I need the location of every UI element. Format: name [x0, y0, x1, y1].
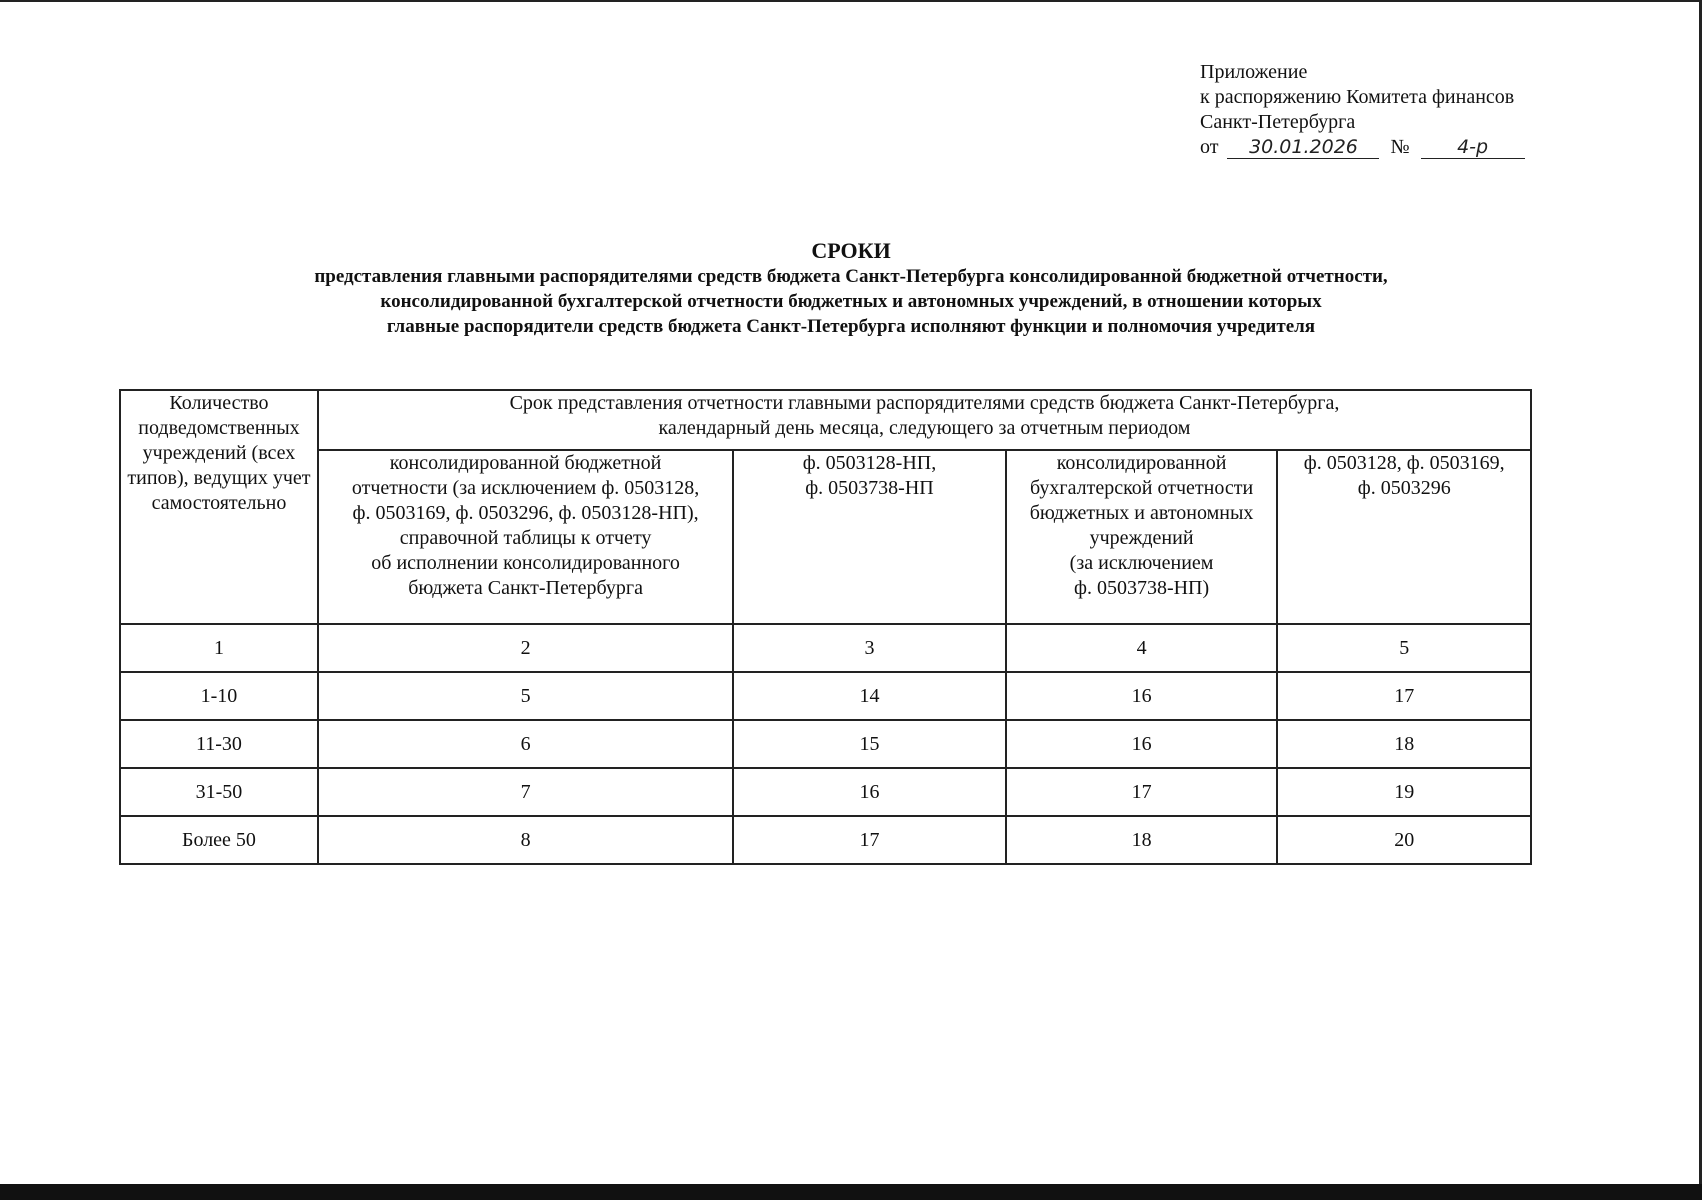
subheader-label: ф. 0503128, ф. 0503169, ф. 0503296: [1303, 452, 1505, 499]
subheader-cell: [318, 450, 733, 624]
table-cell: 17: [1277, 672, 1531, 720]
table-cell: 7: [318, 768, 733, 816]
column-number-row: [120, 624, 1531, 672]
subtitle-line: главные распорядители средств бюджета Санкт-Петербурга исполняют функции и полномочия учредителя: [386, 316, 1316, 337]
appendix-date-line: [1200, 135, 1525, 160]
table-cell: 5: [318, 672, 733, 720]
subheader-label: ф. 0503128-НП, ф. 0503738-НП: [802, 452, 937, 499]
header-count-label: Количество подведомственных учреждений (всех типов), ведущих учет самостоятельно: [127, 392, 311, 514]
appendix-label: Приложение: [1200, 61, 1308, 83]
header-term-cell: [318, 390, 1531, 450]
scan-bottom-edge: [0, 1184, 1702, 1200]
subheader-label: консолидированной бюджетной отчетности (за исключением ф. 0503128, ф. 0503169, ф. 0503296, ф. 0503128-НП), справочной таблицы к отчету об исполнении консолидированного бюджета Санкт-Петербурга: [351, 452, 700, 599]
number-prefix: №: [1390, 136, 1410, 158]
subheader-cell: [1006, 450, 1278, 624]
table-cell: 8: [318, 816, 733, 864]
table-row: [120, 768, 1531, 816]
table-cell-count: 11-30: [120, 720, 318, 768]
header-term-line: календарный день месяца, следующего за отчетным периодом: [658, 417, 1191, 439]
column-number-cell: 2: [318, 624, 733, 672]
table-row: [120, 816, 1531, 864]
table-row: [120, 672, 1531, 720]
column-number-cell: 3: [733, 624, 1005, 672]
subheader-cell: [733, 450, 1005, 624]
header-row: [120, 390, 1531, 450]
document-title: СРОКИ: [811, 238, 891, 263]
table-cell: 16: [1006, 672, 1278, 720]
table-cell: 18: [1277, 720, 1531, 768]
header-term-line: Срок представления отчетности главными распорядителями средств бюджета Санкт-Петербурга,: [509, 392, 1340, 414]
table-cell: 14: [733, 672, 1005, 720]
appendix-city: Санкт-Петербурга: [1200, 111, 1356, 133]
subheader-row: [120, 450, 1531, 624]
table-cell: 19: [1277, 768, 1531, 816]
table-cell-count: 1-10: [120, 672, 318, 720]
column-number-cell: 5: [1277, 624, 1531, 672]
column-number-cell: 1: [120, 624, 318, 672]
subtitle-line: консолидированной бухгалтерской отчетности бюджетных и автономных учреждений, в отношении которых: [380, 291, 1322, 312]
table-cell: 17: [1006, 768, 1278, 816]
appendix-block: [1200, 60, 1525, 160]
table-cell: 6: [318, 720, 733, 768]
table-cell: 15: [733, 720, 1005, 768]
header-count-cell: [120, 390, 318, 624]
table-cell-count: Более 50: [120, 816, 318, 864]
subheader-label: консолидированной бухгалтерской отчетности бюджетных и автономных учреждений (за исключением ф. 0503738-НП): [1029, 452, 1254, 599]
table-cell: 18: [1006, 816, 1278, 864]
table-cell-count: 31-50: [120, 768, 318, 816]
subtitle-line: представления главными распорядителями средств бюджета Санкт-Петербурга консолидированной бюджетной отчетности,: [314, 266, 1388, 287]
table-cell: 17: [733, 816, 1005, 864]
subheader-cell: [1277, 450, 1531, 624]
date-prefix: от: [1200, 136, 1219, 158]
table-cell: 16: [733, 768, 1005, 816]
table-cell: 16: [1006, 720, 1278, 768]
deadlines-table: [119, 389, 1532, 865]
table-row: [120, 720, 1531, 768]
table-cell: 20: [1277, 816, 1531, 864]
appendix-order-ref: к распоряжению Комитета финансов: [1200, 86, 1515, 108]
column-number-cell: 4: [1006, 624, 1278, 672]
handwritten-date: 30.01.2026: [1227, 136, 1379, 159]
document-subtitle: [0, 264, 1702, 339]
handwritten-number: 4-р: [1421, 136, 1525, 159]
